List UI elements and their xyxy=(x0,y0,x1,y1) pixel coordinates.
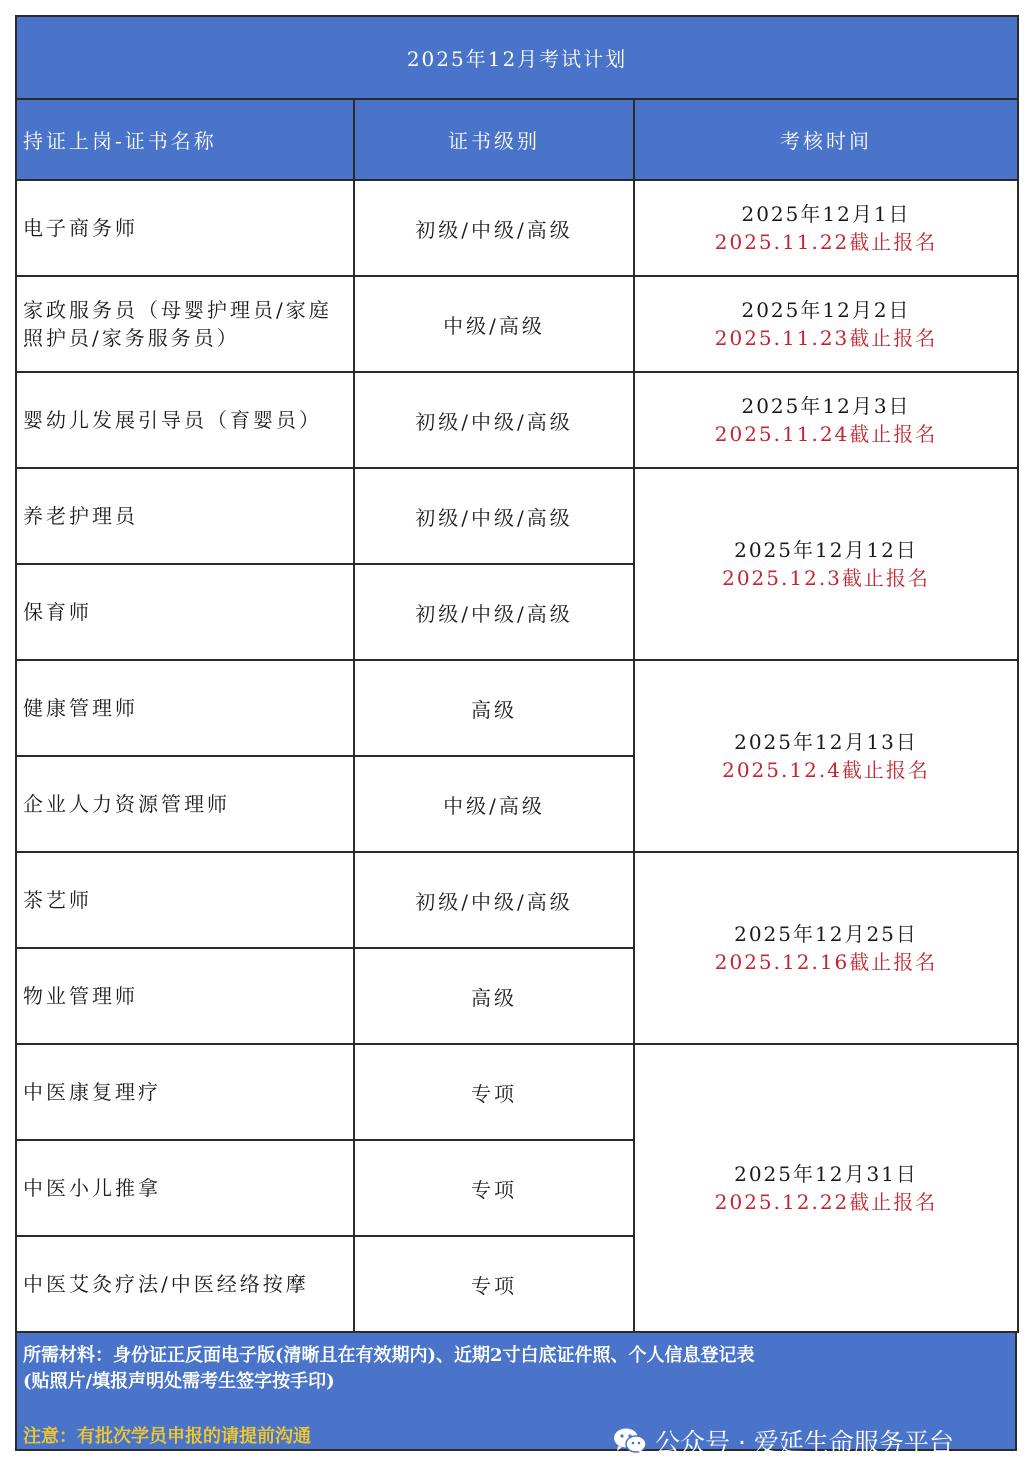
certificate-level: 高级 xyxy=(354,948,634,1044)
registration-deadline: 2025.11.22截止报名 xyxy=(714,230,938,254)
exam-time-cell xyxy=(634,660,1018,852)
column-header-name: 持证上岗-证书名称 xyxy=(16,99,354,180)
exam-date: 2025年12月1日 xyxy=(741,202,911,226)
certificate-name: 中医康复理疗 xyxy=(16,1044,354,1140)
certificate-level: 高级 xyxy=(354,660,634,756)
exam-schedule-sheet xyxy=(15,15,1017,1457)
registration-deadline: 2025.12.4截止报名 xyxy=(722,758,930,782)
watermark-text: 公众号 · 爱延生命服务平台 xyxy=(655,1428,954,1457)
required-materials-text: 所需材料：身份证正反面电子版(清晰且在有效期内)、近期2寸白底证件照、个人信息登记表(贴照片/填报声明处需考生签字按手印) xyxy=(23,1345,755,1392)
certificate-name: 健康管理师 xyxy=(16,660,354,756)
table-row xyxy=(16,852,1018,948)
certificate-name: 茶艺师 xyxy=(16,852,354,948)
exam-time-cell xyxy=(634,180,1018,276)
certificate-name: 婴幼儿发展引导员（育婴员） xyxy=(16,372,354,468)
batch-notice-text: 注意：有批次学员申报的请提前沟通 xyxy=(23,1426,311,1447)
exam-date: 2025年12月3日 xyxy=(741,394,911,418)
exam-time-cell xyxy=(634,1044,1018,1332)
certificate-level: 专项 xyxy=(354,1140,634,1236)
registration-deadline: 2025.11.23截止报名 xyxy=(714,326,938,350)
exam-time-cell xyxy=(634,372,1018,468)
certificate-name: 保育师 xyxy=(16,564,354,660)
certificate-level: 专项 xyxy=(354,1236,634,1332)
column-header-level: 证书级别 xyxy=(354,99,634,180)
exam-time-cell xyxy=(634,276,1018,372)
certificate-level: 初级/中级/高级 xyxy=(354,468,634,564)
table-row xyxy=(16,180,1018,276)
certificate-name: 中医小儿推拿 xyxy=(16,1140,354,1236)
exam-time-cell xyxy=(634,468,1018,660)
certificate-level: 初级/中级/高级 xyxy=(354,180,634,276)
registration-deadline: 2025.12.3截止报名 xyxy=(722,566,930,590)
certificate-level: 初级/中级/高级 xyxy=(354,852,634,948)
exam-date: 2025年12月13日 xyxy=(734,730,918,754)
wechat-watermark xyxy=(613,1423,954,1459)
registration-deadline: 2025.11.24截止报名 xyxy=(714,422,938,446)
certificate-name: 企业人力资源管理师 xyxy=(16,756,354,852)
exam-date: 2025年12月2日 xyxy=(741,298,911,322)
table-row xyxy=(16,660,1018,756)
certificate-name: 中医艾灸疗法/中医经络按摩 xyxy=(16,1236,354,1332)
registration-deadline: 2025.12.16截止报名 xyxy=(714,950,938,974)
wechat-icon xyxy=(613,1427,647,1455)
certificate-level: 初级/中级/高级 xyxy=(354,372,634,468)
certificate-level: 初级/中级/高级 xyxy=(354,564,634,660)
table-row xyxy=(16,1044,1018,1140)
exam-time-cell xyxy=(634,852,1018,1044)
certificate-level: 中级/高级 xyxy=(354,276,634,372)
certificate-name: 电子商务师 xyxy=(16,180,354,276)
exam-date: 2025年12月25日 xyxy=(734,922,918,946)
column-header-time: 考核时间 xyxy=(634,99,1018,180)
materials-footer xyxy=(15,1333,1017,1457)
exam-date: 2025年12月31日 xyxy=(734,1162,918,1186)
registration-deadline: 2025.12.22截止报名 xyxy=(714,1190,938,1214)
table-row xyxy=(16,468,1018,564)
table-row xyxy=(16,372,1018,468)
table-title: 2025年12月考试计划 xyxy=(16,16,1018,99)
table-row xyxy=(16,276,1018,372)
certificate-level: 专项 xyxy=(354,1044,634,1140)
certificate-name: 物业管理师 xyxy=(16,948,354,1044)
certificate-name: 家政服务员（母婴护理员/家庭照护员/家务服务员） xyxy=(16,276,354,372)
exam-date: 2025年12月12日 xyxy=(734,538,918,562)
exam-schedule-table xyxy=(15,15,1019,1333)
certificate-level: 中级/高级 xyxy=(354,756,634,852)
certificate-name: 养老护理员 xyxy=(16,468,354,564)
